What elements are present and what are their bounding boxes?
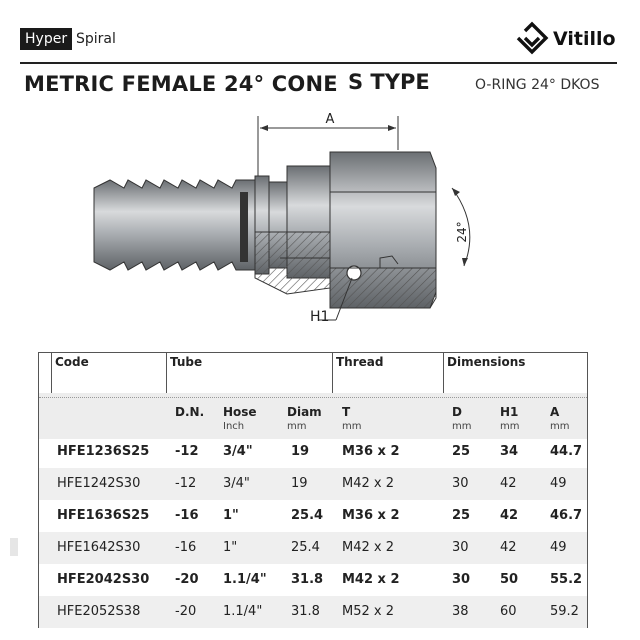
cell-hose: 3/4" [223,476,250,491]
cell-a: 44.7 [550,444,583,459]
cell-a: 46.7 [550,508,583,523]
cell-a: 55.2 [550,572,583,587]
unit-a: mm [550,421,570,432]
cell-hose: 1.1/4" [223,604,263,619]
cell-hose: 1.1/4" [223,572,267,587]
col-t: T [342,405,351,419]
cell-d: 38 [452,604,469,619]
cell-dn: -20 [175,604,197,619]
col-d: D [452,405,462,419]
brand-hyper: Hyper [20,28,72,50]
cell-code: HFE2052S38 [57,604,141,619]
cell-hose: 1" [223,508,239,523]
cell-diam: 31.8 [291,572,324,587]
header-thread: Thread [336,355,384,369]
cell-d: 25 [452,444,471,459]
cell-diam: 19 [291,444,310,459]
cell-d: 30 [452,572,471,587]
col-diam: Diam [287,405,322,419]
cell-dn: -16 [175,540,197,555]
unit-t: mm [342,421,362,432]
cell-diam: 19 [291,476,308,491]
col-dn: D.N. [175,405,205,419]
header-dimensions: Dimensions [447,355,526,369]
header-divider [20,62,617,64]
table-row [39,436,587,468]
table-row [39,468,587,500]
cell-diam: 25.4 [291,540,320,555]
table-row [39,596,587,628]
cell-h1: 42 [500,540,517,555]
type-label: S TYPE [348,70,430,94]
cell-dn: -20 [175,572,199,587]
cell-h1: 60 [500,604,517,619]
cell-d: 30 [452,476,469,491]
header-code: Code [55,355,89,369]
cell-h1: 42 [500,508,519,523]
cell-t: M42 x 2 [342,572,400,587]
dimension-a-label: A [325,112,335,127]
cell-d: 30 [452,540,469,555]
page-title: METRIC FEMALE 24° CONE [24,72,338,96]
unit-h1: mm [500,421,520,432]
cell-d: 25 [452,508,471,523]
cell-h1: 42 [500,476,517,491]
cell-dn: -12 [175,444,199,459]
cell-code: HFE1236S25 [57,444,150,459]
cell-h1: 34 [500,444,519,459]
cell-a: 49 [550,540,567,555]
dimension-h1-label: H1 [310,309,330,325]
table-row [39,500,587,532]
col-hose: Hose [223,405,257,419]
cell-diam: 25.4 [291,508,324,523]
cell-code: HFE1242S30 [57,476,141,491]
cell-t: M36 x 2 [342,444,400,459]
cell-dn: -16 [175,508,199,523]
cell-diam: 31.8 [291,604,320,619]
cell-h1: 50 [500,572,519,587]
fitting-drawing [80,108,500,338]
cell-t: M42 x 2 [342,540,394,555]
unit-hose: Inch [223,421,245,432]
subtitle: O-RING 24° DKOS [475,77,600,93]
cell-t: M36 x 2 [342,508,400,523]
cell-code: HFE1636S25 [57,508,150,523]
logo-text: Vitillo [553,28,616,50]
cell-t: M52 x 2 [342,604,394,619]
cell-code: HFE2042S30 [57,572,150,587]
header-tube: Tube [170,355,203,369]
cell-code: HFE1642S30 [57,540,141,555]
cell-hose: 3/4" [223,444,253,459]
table-row [39,532,587,564]
dimensions-table [38,352,588,628]
page-mark [10,538,18,556]
unit-diam: mm [287,421,307,432]
cell-t: M42 x 2 [342,476,394,491]
angle-label: 24° [455,221,469,243]
table-row [39,564,587,596]
col-a: A [550,405,560,419]
col-h1: H1 [500,405,519,419]
cell-hose: 1" [223,540,238,555]
brand-spiral: Spiral [76,31,116,47]
cell-dn: -12 [175,476,197,491]
cell-a: 49 [550,476,567,491]
unit-d: mm [452,421,472,432]
cell-a: 59.2 [550,604,579,619]
